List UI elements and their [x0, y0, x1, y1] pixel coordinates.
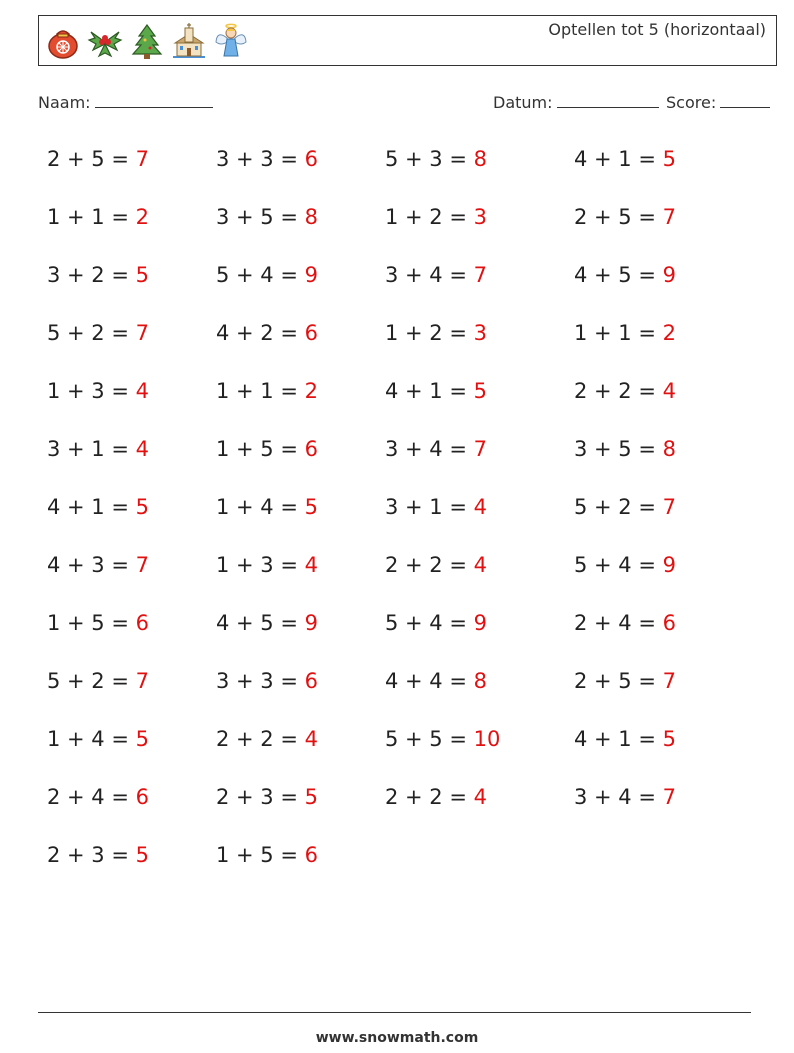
problem-answer: 7 — [662, 495, 677, 519]
problem-question: 1 + 3 = — [47, 379, 129, 403]
problem-question: 1 + 1 = — [47, 205, 129, 229]
problem-item — [385, 785, 487, 809]
problem-question: 2 + 3 = — [216, 785, 298, 809]
problem-question: 4 + 5 = — [574, 263, 656, 287]
problem-item — [216, 669, 318, 693]
problem-item — [47, 263, 149, 287]
problem-item — [385, 553, 487, 577]
problem-answer: 5 — [662, 147, 677, 171]
problem-answer: 7 — [662, 785, 677, 809]
problem-answer: 7 — [135, 553, 150, 577]
problem-question: 1 + 4 = — [216, 495, 298, 519]
problem-question: 5 + 2 = — [47, 669, 129, 693]
problem-question: 5 + 4 = — [385, 611, 467, 635]
problem-item — [385, 669, 487, 693]
problem-question: 2 + 4 = — [574, 611, 656, 635]
problem-question: 4 + 2 = — [216, 321, 298, 345]
problem-question: 1 + 1 = — [216, 379, 298, 403]
problem-item — [47, 553, 149, 577]
problem-answer: 8 — [304, 205, 319, 229]
problem-answer: 7 — [662, 669, 677, 693]
problem-question: 1 + 2 = — [385, 321, 467, 345]
problem-answer: 5 — [304, 785, 319, 809]
problem-item — [385, 495, 487, 519]
problem-question: 1 + 3 = — [216, 553, 298, 577]
name-label: Naam: — [38, 93, 91, 112]
footer-site: www.snowmath.com — [315, 1030, 479, 1046]
problem-answer: 9 — [304, 263, 319, 287]
problem-item — [216, 263, 318, 287]
problem-item — [47, 379, 149, 403]
problem-item — [216, 205, 318, 229]
problem-question: 3 + 1 = — [47, 437, 129, 461]
problem-question: 3 + 4 = — [385, 263, 467, 287]
problem-answer: 8 — [473, 147, 488, 171]
problem-item — [216, 553, 318, 577]
problem-question: 4 + 1 = — [385, 379, 467, 403]
problem-answer: 3 — [473, 321, 488, 345]
problem-answer: 6 — [304, 437, 319, 461]
problem-item — [47, 727, 149, 751]
problem-item — [574, 727, 676, 751]
problem-answer: 4 — [473, 553, 488, 577]
score-label: Score: — [666, 93, 717, 112]
problem-item — [574, 321, 676, 345]
problem-item — [385, 321, 487, 345]
problem-answer: 4 — [304, 727, 319, 751]
problem-answer: 5 — [473, 379, 488, 403]
problem-item — [574, 437, 676, 461]
problem-question: 1 + 4 = — [47, 727, 129, 751]
problem-item — [216, 785, 318, 809]
problem-answer: 9 — [473, 611, 488, 635]
problem-question: 3 + 3 = — [216, 669, 298, 693]
problem-item — [216, 611, 318, 635]
problem-item — [574, 263, 676, 287]
church-icon — [171, 22, 207, 60]
problem-answer: 4 — [473, 785, 488, 809]
problem-question: 3 + 4 = — [385, 437, 467, 461]
problem-answer: 2 — [135, 205, 150, 229]
problem-item — [47, 321, 149, 345]
problem-item — [47, 495, 149, 519]
name-blank[interactable] — [95, 92, 213, 108]
problem-question: 1 + 5 = — [47, 611, 129, 635]
problem-item — [574, 611, 676, 635]
problem-answer: 5 — [662, 727, 677, 751]
problem-item — [216, 147, 318, 171]
problem-item — [216, 843, 318, 867]
problem-question: 4 + 1 = — [47, 495, 129, 519]
problem-answer: 9 — [304, 611, 319, 635]
problem-question: 3 + 4 = — [574, 785, 656, 809]
christmas-tree-icon — [129, 22, 165, 60]
problem-item — [385, 727, 500, 751]
problem-answer: 5 — [135, 263, 150, 287]
problem-question: 5 + 5 = — [385, 727, 467, 751]
angel-icon — [213, 22, 249, 60]
date-label: Datum: — [493, 93, 553, 112]
problem-item — [385, 205, 487, 229]
problem-answer: 5 — [135, 843, 150, 867]
problem-question: 5 + 4 = — [216, 263, 298, 287]
problem-answer: 8 — [662, 437, 677, 461]
date-field[interactable] — [493, 92, 659, 112]
problem-question: 3 + 5 = — [574, 437, 656, 461]
score-field[interactable] — [666, 92, 770, 112]
problem-question: 5 + 4 = — [574, 553, 656, 577]
score-blank[interactable] — [720, 92, 770, 108]
problem-answer: 4 — [135, 379, 150, 403]
problem-answer: 6 — [135, 611, 150, 635]
problem-answer: 7 — [135, 321, 150, 345]
problem-item — [216, 437, 318, 461]
problem-answer: 7 — [662, 205, 677, 229]
problem-item — [574, 147, 676, 171]
problem-answer: 9 — [662, 553, 677, 577]
problem-answer: 6 — [304, 843, 319, 867]
problem-item — [47, 437, 149, 461]
problem-answer: 5 — [135, 727, 150, 751]
problem-item — [385, 611, 487, 635]
problem-question: 4 + 1 = — [574, 727, 656, 751]
problem-answer: 6 — [304, 321, 319, 345]
problem-question: 2 + 2 = — [216, 727, 298, 751]
problem-answer: 10 — [473, 727, 501, 751]
problem-answer: 4 — [473, 495, 488, 519]
problem-item — [385, 147, 487, 171]
problem-item — [216, 495, 318, 519]
problem-item — [574, 205, 676, 229]
problem-item — [216, 727, 318, 751]
problem-question: 4 + 4 = — [385, 669, 467, 693]
problem-question: 3 + 3 = — [216, 147, 298, 171]
gift-sack-icon — [45, 22, 81, 60]
problem-question: 3 + 1 = — [385, 495, 467, 519]
header-icons — [45, 22, 249, 60]
problem-question: 2 + 3 = — [47, 843, 129, 867]
problem-item — [216, 321, 318, 345]
problem-answer: 7 — [135, 147, 150, 171]
problem-item — [47, 843, 149, 867]
problem-answer: 2 — [662, 321, 677, 345]
problem-question: 1 + 5 = — [216, 843, 298, 867]
problem-item — [47, 669, 149, 693]
problem-item — [574, 379, 676, 403]
problem-item — [574, 785, 676, 809]
problem-question: 2 + 5 = — [574, 205, 656, 229]
problem-answer: 8 — [473, 669, 488, 693]
problem-question: 2 + 5 = — [47, 147, 129, 171]
problem-item — [385, 263, 487, 287]
problem-item — [574, 553, 676, 577]
problem-question: 3 + 5 = — [216, 205, 298, 229]
problem-answer: 2 — [304, 379, 319, 403]
problem-question: 4 + 3 = — [47, 553, 129, 577]
problem-answer: 4 — [304, 553, 319, 577]
footer-divider — [38, 1012, 751, 1013]
problem-item — [574, 495, 676, 519]
problem-answer: 5 — [135, 495, 150, 519]
problem-question: 2 + 4 = — [47, 785, 129, 809]
problem-answer: 3 — [473, 205, 488, 229]
problem-answer: 5 — [304, 495, 319, 519]
holly-icon — [87, 22, 123, 60]
problem-item — [385, 437, 487, 461]
problem-question: 1 + 5 = — [216, 437, 298, 461]
problem-item — [47, 611, 149, 635]
problem-question: 3 + 2 = — [47, 263, 129, 287]
problem-answer: 6 — [135, 785, 150, 809]
problem-answer: 9 — [662, 263, 677, 287]
problem-item — [47, 147, 149, 171]
problem-answer: 6 — [304, 669, 319, 693]
problem-question: 2 + 2 = — [385, 785, 467, 809]
problem-answer: 7 — [473, 437, 488, 461]
problem-question: 1 + 1 = — [574, 321, 656, 345]
problem-item — [216, 379, 318, 403]
worksheet-title: Optellen tot 5 (horizontaal) — [548, 20, 766, 39]
problem-answer: 6 — [304, 147, 319, 171]
date-blank[interactable] — [557, 92, 659, 108]
problem-question: 2 + 2 = — [574, 379, 656, 403]
problem-item — [574, 669, 676, 693]
problem-question: 5 + 3 = — [385, 147, 467, 171]
problem-question: 1 + 2 = — [385, 205, 467, 229]
problem-answer: 6 — [662, 611, 677, 635]
problem-question: 2 + 5 = — [574, 669, 656, 693]
problem-question: 5 + 2 = — [47, 321, 129, 345]
problem-item — [47, 205, 149, 229]
problem-answer: 4 — [135, 437, 150, 461]
problem-question: 4 + 5 = — [216, 611, 298, 635]
problem-question: 4 + 1 = — [574, 147, 656, 171]
worksheet-header — [38, 15, 777, 66]
problem-item — [47, 785, 149, 809]
name-field[interactable] — [38, 92, 213, 112]
problem-answer: 7 — [473, 263, 488, 287]
problem-answer: 7 — [135, 669, 150, 693]
problem-item — [385, 379, 487, 403]
problem-question: 2 + 2 = — [385, 553, 467, 577]
problem-answer: 4 — [662, 379, 677, 403]
problem-question: 5 + 2 = — [574, 495, 656, 519]
